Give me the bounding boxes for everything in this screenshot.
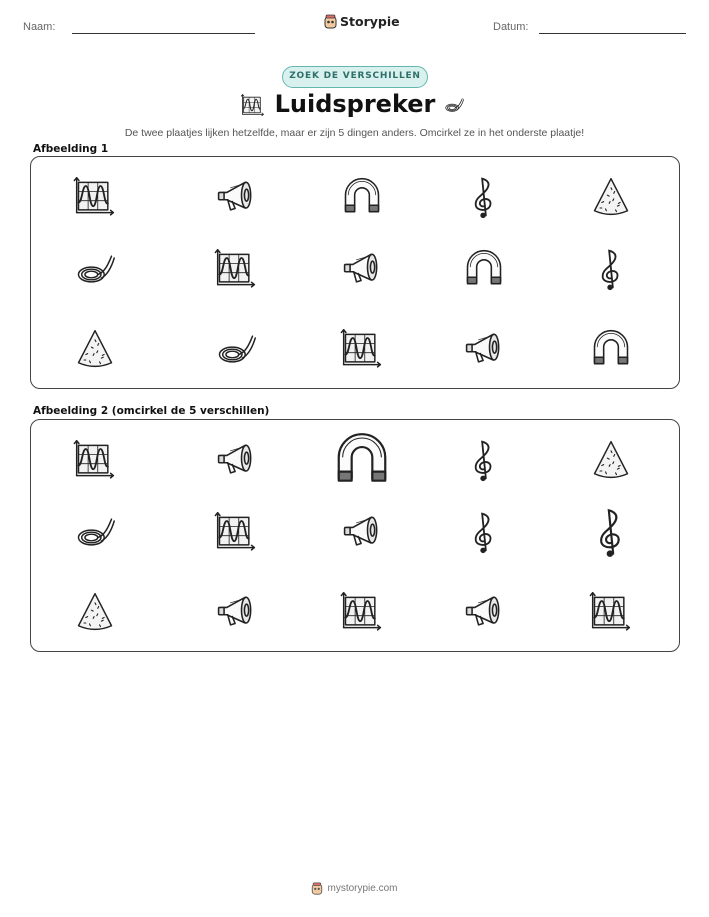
picture-1-label: Afbeelding 1: [33, 143, 109, 155]
graph-icon: [73, 175, 117, 219]
graph-icon: [340, 327, 384, 371]
name-label: Naam:: [23, 21, 56, 33]
storypie-mascot-icon: [324, 14, 337, 29]
footer: [0, 882, 709, 895]
treble-clef-icon: [589, 247, 633, 291]
brand-logo: [324, 14, 400, 29]
name-line[interactable]: [72, 33, 255, 34]
magnet-icon: [340, 175, 384, 219]
storypie-mascot-icon: [311, 882, 323, 895]
date-line[interactable]: [539, 33, 686, 34]
magnet-icon: [589, 327, 633, 371]
coil-icon[interactable]: [73, 510, 117, 554]
graph-icon[interactable]: [340, 590, 384, 634]
treble-clef-icon[interactable]: [585, 506, 637, 558]
cone-icon: [589, 175, 633, 219]
megaphone-icon: [462, 327, 506, 371]
footer-url[interactable]: mystorypie.com: [327, 883, 398, 894]
magnet-icon[interactable]: [331, 429, 393, 491]
instructions: De twee plaatjes lijken hetzelfde, maar er zijn 5 dingen anders. Omcirkel ze in het onderste plaatje!: [124, 127, 585, 139]
coil-icon: [73, 247, 117, 291]
coil-icon: [214, 327, 258, 371]
megaphone-icon[interactable]: [462, 590, 506, 634]
graph-icon: [240, 93, 266, 118]
cone-icon: [73, 327, 117, 371]
page-title: Luidspreker: [274, 90, 436, 118]
picture-2-label: Afbeelding 2 (omcirkel de 5 verschillen): [33, 405, 270, 417]
treble-clef-icon: [462, 175, 506, 219]
graph-icon[interactable]: [589, 590, 633, 634]
brand-name: Storypie: [340, 14, 400, 29]
graph-icon: [214, 247, 258, 291]
cone-icon[interactable]: [73, 590, 117, 634]
megaphone-icon: [214, 175, 258, 219]
graph-icon[interactable]: [214, 510, 258, 554]
megaphone-icon: [340, 247, 384, 291]
worksheet-type-badge: ZOEK DE VERSCHILLEN: [282, 66, 428, 88]
megaphone-icon[interactable]: [214, 590, 258, 634]
coil-icon: [441, 94, 467, 116]
treble-clef-icon[interactable]: [462, 510, 506, 554]
magnet-icon: [462, 247, 506, 291]
graph-icon[interactable]: [73, 438, 117, 482]
cone-icon[interactable]: [589, 438, 633, 482]
treble-clef-icon[interactable]: [462, 438, 506, 482]
megaphone-icon[interactable]: [340, 510, 384, 554]
megaphone-icon[interactable]: [214, 438, 258, 482]
date-label: Datum:: [493, 21, 529, 33]
